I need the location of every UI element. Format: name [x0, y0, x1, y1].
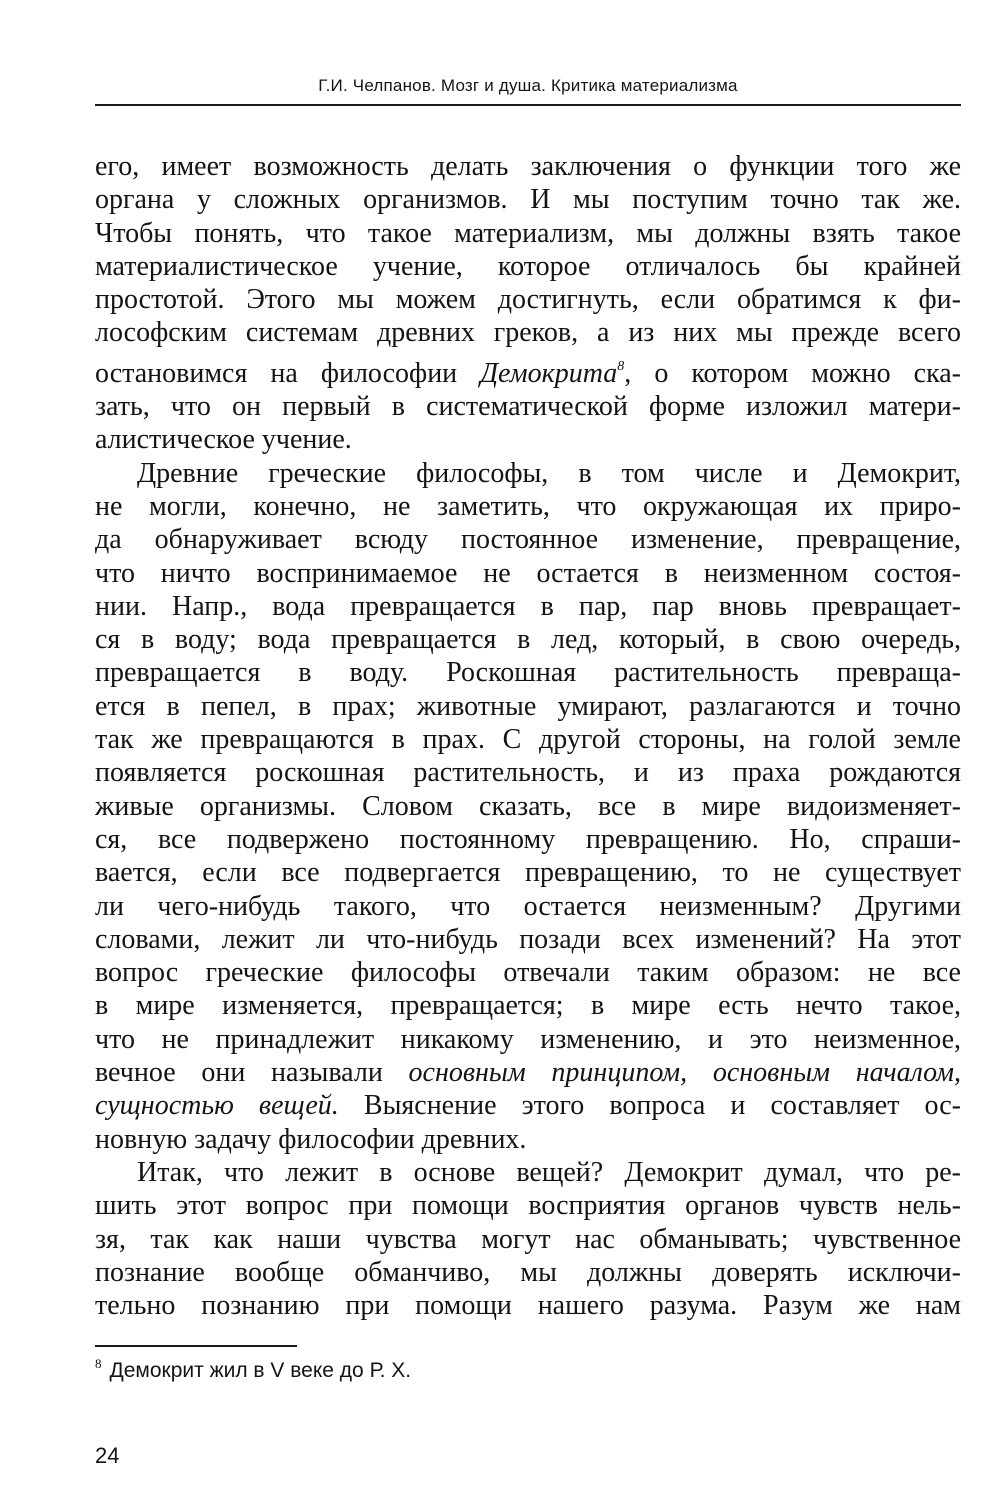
text-line: появляется роскошная растительность, и из праха рождаются: [95, 757, 961, 789]
footnote-rule: [95, 1345, 297, 1347]
text-line: ется в пепел, в прах; животные умирают, разлагаются и точно: [95, 690, 961, 722]
text-line: вопрос греческие философы отвечали таким образом: не все: [95, 957, 961, 989]
text-line: Итак, что лежит в основе вещей? Демокрит думал, что ре-: [137, 1156, 961, 1188]
text-line: словами, лежит ли что-нибудь позади всех изменений? На этот: [95, 923, 961, 955]
text-line: познание вообще обманчиво, мы должны доверять исключи-: [95, 1256, 961, 1288]
body-text: [95, 150, 961, 1322]
footnote-text: Демокрит жил в V веке до Р. Х.: [109, 1359, 412, 1382]
text-line: материалистическое учение, которое отличалось бы крайней: [95, 250, 961, 282]
text-run: Выяснение этого вопроса и составляет ос-: [338, 1090, 961, 1122]
text-run: вечное они называли: [95, 1057, 409, 1089]
text-line: нии. Напр., вода превращается в пар, пар вновь превращает-: [95, 590, 961, 622]
text-line: зать, что он первый в систематической форме изложил матери-: [95, 391, 961, 423]
text-line: не могли, конечно, не заметить, что окружающая их приро-: [95, 490, 961, 522]
text-line: ся в воду; вода превращается в лед, который, в свою очередь,: [95, 624, 961, 656]
text-line: новную задачу философии древних.: [95, 1123, 527, 1155]
emphasis-essence: сущностью вещей.: [95, 1090, 339, 1122]
page-number: 24: [95, 1443, 120, 1468]
text-line: лософским системам древних греков, а из них мы прежде всего: [95, 317, 961, 349]
text-line: тельно познанию при помощи нашего разума. Разум же нам: [95, 1290, 961, 1322]
text-line: ся, все подвержено постоянному превращению. Но, спраши-: [95, 823, 961, 855]
text-run: остановимся на философии: [95, 357, 481, 389]
emphasis-principle: основным принципом, основным началом,: [408, 1057, 961, 1089]
text-line: вается, если все подвергается превращению, то не существует: [95, 857, 961, 889]
text-line: в мире изменяется, превращается; в мире есть нечто такое,: [95, 990, 961, 1022]
text-line: [95, 1056, 961, 1089]
text-line: да обнаруживает всюду постоянное изменение, превращение,: [95, 524, 961, 556]
text-line: алистическое учение.: [95, 424, 352, 456]
text-line: [95, 350, 961, 390]
footnote: [95, 1356, 961, 1383]
text-line: ли чего-нибудь такого, что остается неизменным? Другими: [95, 890, 961, 922]
text-line: Чтобы понять, что такое материализм, мы должны взять такое: [95, 217, 961, 249]
text-line: его, имеет возможность делать заключения о функции того же: [95, 151, 961, 182]
emphasis-democritus: Демокрита: [480, 357, 618, 389]
text-run: , о котором можно ска-: [624, 357, 962, 389]
text-line: простотой. Этого мы можем достигнуть, если обратимся к фи-: [95, 284, 961, 316]
footnote-mark: 8: [95, 1356, 102, 1371]
text-line: так же превращаются в прах. С другой стороны, на голой земле: [95, 724, 961, 756]
text-line: Древние греческие философы, в том числе и Демокрит,: [137, 457, 961, 489]
text-line: зя, так как наши чувства могут нас обманывать; чувственное: [95, 1223, 961, 1255]
text-line: что ничто воспринимаемое не остается в неизменном состоя-: [95, 557, 961, 589]
text-line: органа у сложных организмов. И мы поступим точно так же.: [95, 184, 961, 216]
footnote-ref[interactable]: 8: [617, 358, 625, 374]
running-header: Г.И. Челпанов. Мозг и душа. Критика материализма: [318, 76, 738, 95]
text-line: шить этот вопрос при помощи восприятия органов чувств нель-: [95, 1190, 961, 1222]
header-rule: [95, 104, 961, 106]
text-line: [95, 1089, 961, 1122]
text-line: превращается в воду. Роскошная растительность превраща-: [95, 657, 961, 689]
text-line: живые организмы. Словом сказать, все в мире видоизменяет-: [95, 790, 961, 822]
text-line: что не принадлежит никакому изменению, и это неизменное,: [95, 1023, 961, 1055]
